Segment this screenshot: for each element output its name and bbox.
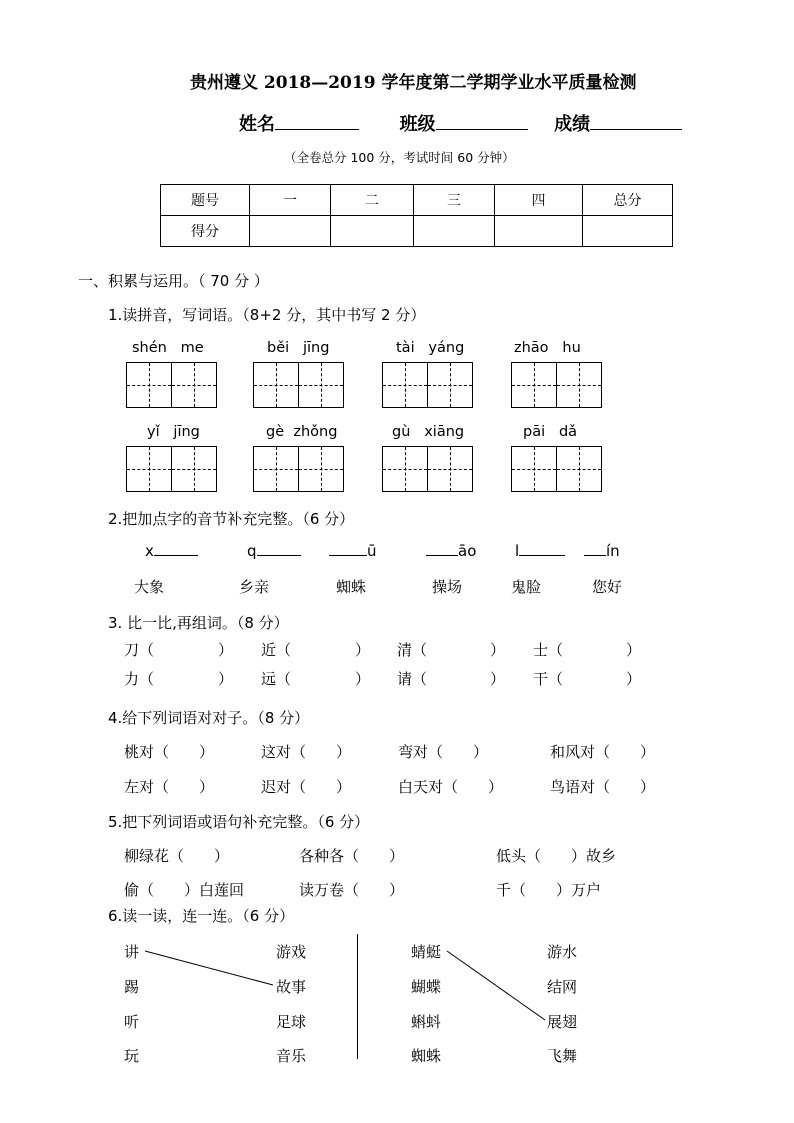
q3-item-close: ）	[355, 641, 371, 659]
score-label: 成绩	[554, 114, 591, 135]
pinyin-label: gè zhǒng	[266, 424, 338, 440]
syllable-text: āo	[458, 542, 477, 560]
q2-word: 操场	[432, 578, 463, 596]
example-match-line	[145, 951, 273, 985]
q2-word: 蜘蛛	[336, 578, 367, 596]
q6-title: 6.读一读，连一连。（6 分）	[108, 907, 295, 925]
score-table-cell: 得分	[161, 216, 250, 247]
class-label: 班级	[399, 114, 436, 135]
match-right-item[interactable]: 故事	[276, 978, 307, 996]
match-left-item[interactable]: 蝴蝶	[411, 978, 442, 996]
match-left-item[interactable]: 蜘蛛	[411, 1047, 442, 1065]
exam-note: （全卷总分 100 分，考试时间 60 分钟）	[284, 150, 515, 165]
q1-title: 1.读拼音，写词语。（8+2 分，其中书写 2 分）	[108, 306, 426, 324]
pinyin-label: zhāo hu	[514, 340, 581, 356]
pinyin-label: tài yáng	[396, 340, 465, 356]
score-table-cell: 一	[250, 185, 331, 216]
q4-item: 迟对（ ）	[261, 778, 352, 796]
q4-item: 这对（ ）	[261, 743, 352, 761]
syllable-text: ū	[367, 542, 377, 560]
q3-item-close: ）	[490, 641, 506, 659]
q5-item: 读万卷（ ）	[299, 881, 405, 899]
match-right-item[interactable]: 足球	[276, 1013, 307, 1031]
syllable-text: q	[247, 542, 257, 560]
q5-title: 5.把下列词语或语句补充完整。（6 分）	[108, 813, 370, 831]
q5-item: 各种各（ ）	[299, 847, 405, 865]
q3-item: 士（	[533, 641, 564, 659]
match-left-item[interactable]: 蜻蜓	[411, 943, 442, 961]
q5-item: 低头（ ）故乡	[496, 847, 617, 865]
q4-item: 和风对（ ）	[550, 743, 656, 761]
q3-item-close: ）	[218, 670, 234, 688]
syllable-text: x	[145, 542, 154, 560]
q2-word: 乡亲	[239, 578, 270, 596]
score-table-cell: 二	[331, 185, 414, 216]
match-right-item[interactable]: 游水	[547, 943, 578, 961]
score-table-cell: 三	[414, 185, 495, 216]
q3-item-close: ）	[218, 641, 234, 659]
q5-item: 偷（ ）白莲回	[124, 881, 245, 899]
q3-item-close: ）	[626, 641, 642, 659]
q3-item-close: ）	[355, 670, 371, 688]
q3-item: 远（	[261, 670, 292, 688]
q3-item: 力（	[124, 670, 155, 688]
q2-word: 鬼脸	[511, 578, 542, 596]
q4-item: 鸟语对（ ）	[550, 778, 656, 796]
match-left-item[interactable]: 踢	[124, 978, 140, 996]
score-table-cell: 总分	[583, 185, 673, 216]
q3-item: 刀（	[124, 641, 155, 659]
syllable-text: l	[515, 542, 520, 560]
q4-item: 弯对（ ）	[398, 743, 489, 761]
q3-title: 3. 比一比,再组词。（8 分）	[108, 614, 289, 632]
pinyin-label: pāi dǎ	[523, 424, 578, 440]
match-left-item[interactable]: 蝌蚪	[411, 1013, 442, 1031]
exam-title: 贵州遵义 2018—2019 学年度第二学期学业水平质量检测	[190, 73, 637, 93]
pinyin-label: yǐ jīng	[147, 424, 200, 440]
q3-item: 干（	[533, 670, 564, 688]
section-title: 一、积累与运用。（ 70 分 ）	[78, 272, 269, 290]
match-left-item[interactable]: 听	[124, 1013, 140, 1031]
score-table-cell: 题号	[161, 185, 250, 216]
example-match-line	[447, 951, 545, 1020]
match-right-item[interactable]: 展翅	[547, 1013, 578, 1031]
pinyin-label: běi jīng	[267, 340, 330, 356]
match-right-item[interactable]: 音乐	[276, 1047, 307, 1065]
q3-item: 近（	[261, 641, 292, 659]
pinyin-label: gù xiāng	[392, 424, 465, 440]
q5-item: 千（ ）万户	[496, 881, 602, 899]
match-left-item[interactable]: 讲	[124, 943, 140, 961]
q4-title: 4.给下列词语对对子。（8 分）	[108, 709, 310, 727]
q4-item: 左对（ ）	[124, 778, 215, 796]
pinyin-label: shén me	[132, 340, 204, 356]
q2-word: 大象	[134, 578, 165, 596]
q4-item: 白天对（ ）	[398, 778, 504, 796]
name-label: 姓名	[239, 114, 275, 135]
q4-item: 桃对（ ）	[124, 743, 215, 761]
q3-item-close: ）	[490, 670, 506, 688]
match-right-item[interactable]: 飞舞	[547, 1047, 578, 1065]
q2-title: 2.把加点字的音节补充完整。（6 分）	[108, 510, 355, 528]
q3-item-close: ）	[626, 670, 642, 688]
q2-word: 您好	[592, 578, 623, 596]
match-right-item[interactable]: 游戏	[276, 943, 307, 961]
q3-item: 请（	[397, 670, 428, 688]
syllable-text: ín	[606, 542, 620, 560]
match-right-item[interactable]: 结网	[547, 978, 578, 996]
match-left-item[interactable]: 玩	[124, 1047, 140, 1065]
q3-item: 清（	[397, 641, 428, 659]
score-table-cell: 四	[495, 185, 583, 216]
q5-item: 柳绿花（ ）	[124, 847, 230, 865]
